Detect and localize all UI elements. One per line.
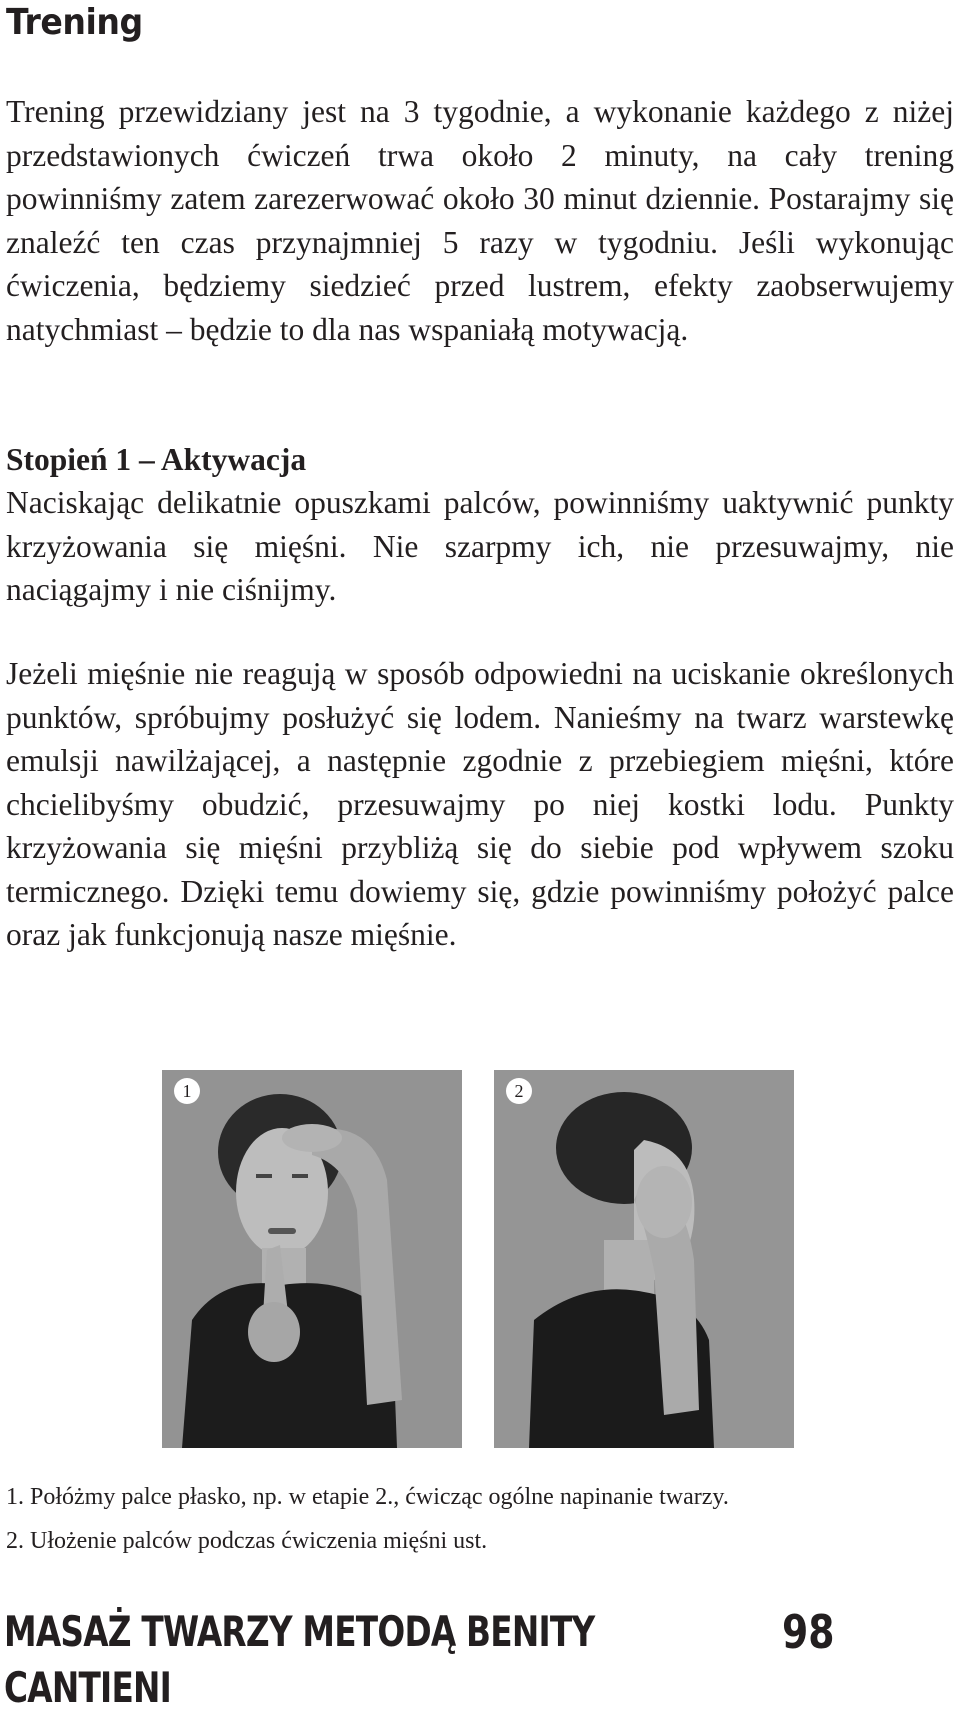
caption-2: 2. Ułożenie palców podczas ćwiczenia mięśni ust. (6, 1528, 488, 1554)
photo-number-badge: 2 (506, 1078, 532, 1104)
photo-frontal-fingers-on-face (162, 1070, 462, 1448)
ice-paragraph: Jeżeli mięśnie nie reagują w sposób odpowiedni na uciskanie określonych punktów, spróbujmy posłużyć się lodem. Nanieśmy na twarz warstewkę emulsji nawilżającej, a następnie zgodnie z przebiegiem mięśni, które chcielibyśmy obudzić, przesuwajmy po niej kostki lodu. Punkty krzyżowania się mięśni przybliżą się do siebie pod wpływem szoku termicznego. Dzięki temu dowiemy się, gdzie powinniśmy położyć palce oraz jak funkcjonują nasze mięśnie. (6, 656, 954, 952)
photo-profile-fingers-on-temple (494, 1070, 794, 1448)
photo-illustration (162, 1070, 462, 1448)
caption-1: 1. Połóżmy palce płasko, np. w etapie 2., ćwicząc ogólne napinanie twarzy. (6, 1484, 729, 1510)
photo-number-badge: 1 (174, 1078, 200, 1104)
intro-paragraph: Trening przewidziany jest na 3 tygodnie, a wykonanie każdego z niżej przedstawionych ćwiczeń trwa około 2 minuty, na cały trening powinniśmy zatem zarezerwować około 30 minut dziennie. Postarajmy się znaleźć ten czas przynajmniej 5 razy w tygodniu. Jeśli wykonując ćwiczenia, będziemy siedzieć przed lustrem, efekty zaobserwujemy natychmiast – będzie to dla nas wspaniałą motywacją. (6, 94, 954, 347)
page-number: 98 (782, 1605, 835, 1659)
stage-heading: Stopień 1 – Aktywacja (6, 442, 307, 477)
section-title: Trening (6, 2, 143, 43)
footer-book-title: MASAŻ TWARZY METODĄ BENITY CANTIENI (4, 1607, 595, 1712)
photo-illustration (494, 1070, 794, 1448)
stage-paragraph: Naciskając delikatnie opuszkami palców, powinniśmy uaktywnić punkty krzyżowania się mięśni. Nie szarpmy ich, nie przesuwajmy, nie naciągajmy i nie ciśnijmy. (6, 485, 954, 607)
